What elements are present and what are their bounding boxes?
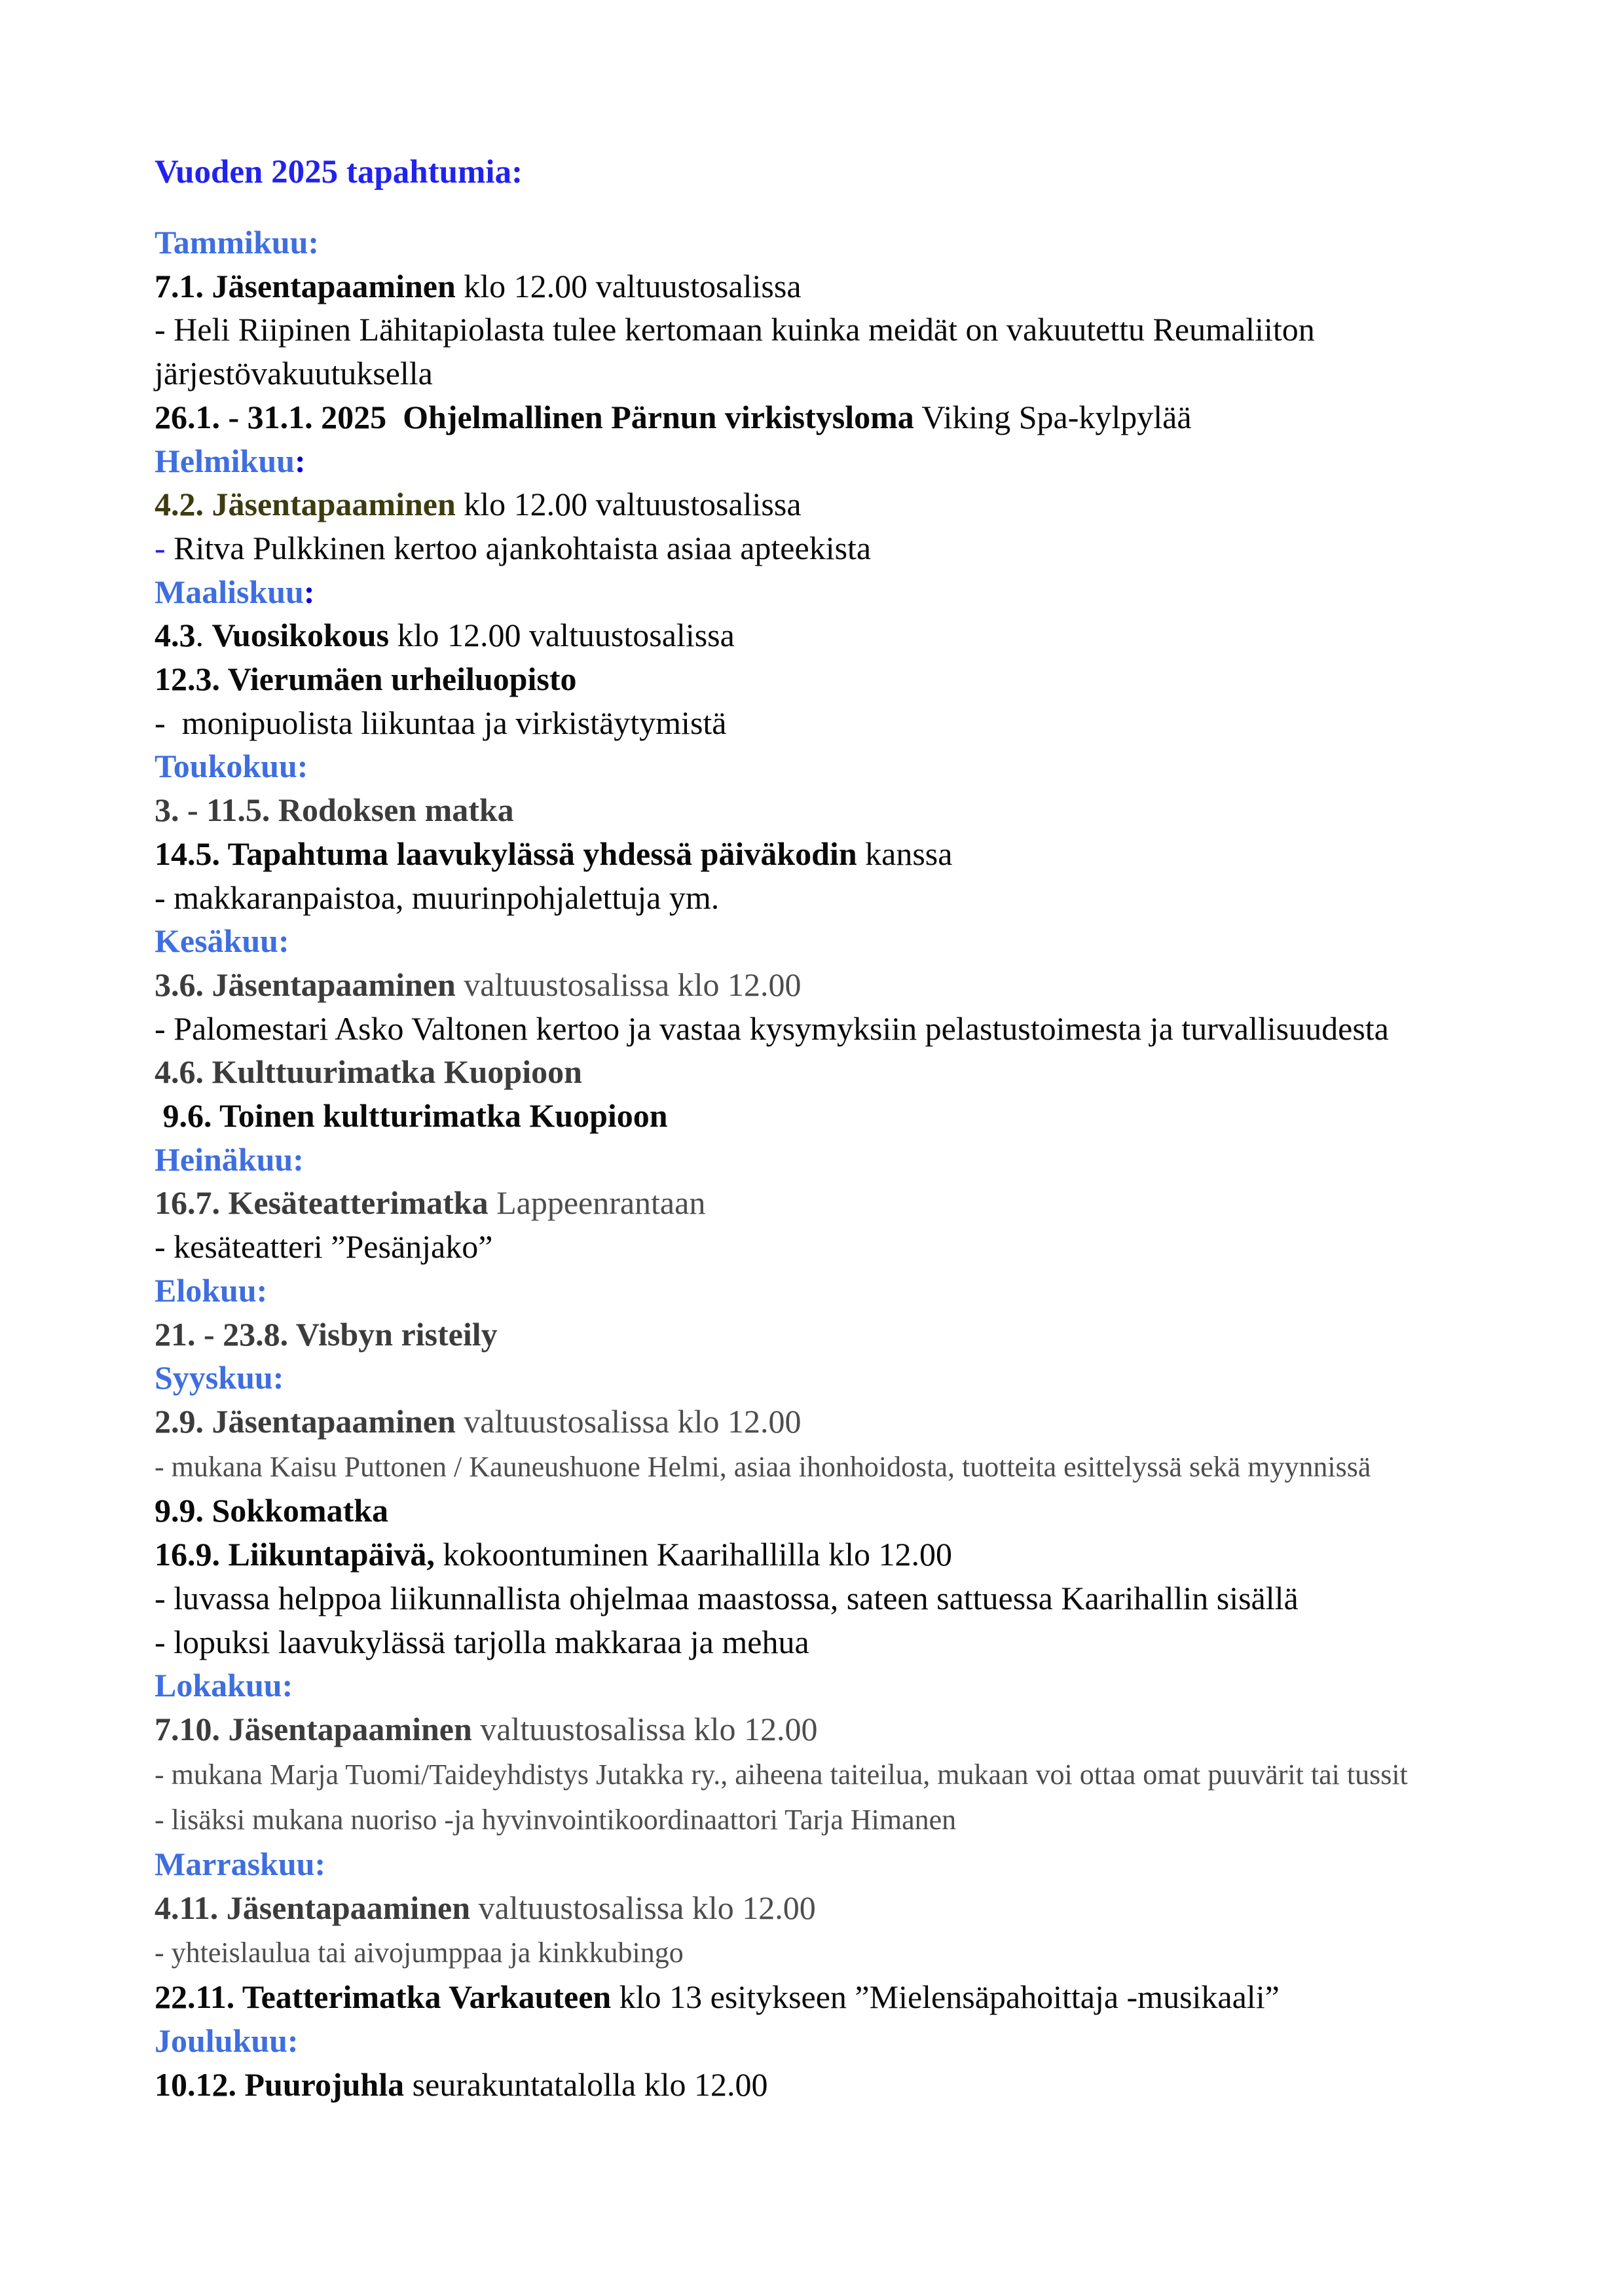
text-segment: Joulukuu:: [155, 2022, 299, 2059]
text-segment: - Heli Riipinen Lähitapiolasta tulee kertomaan kuinka meidät on vakuutettu Reumaliiton: [155, 311, 1315, 348]
text-segment: Marraskuu:: [155, 1846, 326, 1883]
detail-line: [155, 352, 1473, 395]
text-segment: 12.3. Vierumäen urheiluopisto: [155, 661, 577, 698]
text-segment: seurakuntatalolla klo 12.00: [404, 2066, 768, 2103]
event-line: [155, 264, 1473, 308]
text-segment: 7.1. Jäsentapaaminen: [155, 267, 456, 304]
event-line: [155, 788, 1473, 832]
event-line: [155, 1975, 1473, 2019]
text-segment: kanssa: [857, 835, 953, 872]
month-heading: [155, 221, 1473, 264]
month-heading: [155, 1269, 1473, 1313]
month-heading: [155, 744, 1473, 788]
text-segment: 26.1. - 31.1. 2025 Ohjelmallinen Pärnun virkistysloma: [155, 398, 914, 435]
month-heading: [155, 439, 1473, 483]
text-segment: - makkaranpaistoa, muurinpohjalettuja ym.: [155, 879, 720, 916]
detail-line: [155, 1929, 1473, 1975]
detail-line: [155, 1751, 1473, 1797]
text-segment: Heinäkuu:: [155, 1140, 304, 1178]
document-body: [155, 221, 1473, 2106]
text-segment: Toukokuu:: [155, 748, 308, 785]
text-segment: valtuustosalissa klo 12.00: [470, 1889, 816, 1926]
event-line: [155, 1313, 1473, 1357]
text-segment: Vuosikokous: [212, 617, 390, 654]
event-line: [155, 395, 1473, 439]
event-line: [155, 1533, 1473, 1576]
text-segment: - yhteislaulua tai aivojumppaa ja kinkkubingo: [155, 1937, 684, 1969]
detail-line: [155, 308, 1473, 352]
text-segment: 21. - 23.8. Visbyn risteily: [155, 1315, 498, 1353]
month-heading: [155, 1842, 1473, 1886]
text-segment: 4.6. Kulttuurimatka Kuopioon: [155, 1053, 582, 1091]
month-heading: [155, 1138, 1473, 1182]
event-line: [155, 2063, 1473, 2107]
text-segment: 4.11. Jäsentapaaminen: [155, 1889, 471, 1926]
text-segment: 7.10. Jäsentapaaminen: [155, 1710, 472, 1747]
month-heading: [155, 1356, 1473, 1400]
detail-line: [155, 1007, 1473, 1051]
text-segment: 3.6. Jäsentapaaminen: [155, 966, 456, 1003]
detail-line: [155, 1576, 1473, 1620]
detail-line: [155, 526, 1473, 570]
month-heading: [155, 919, 1473, 963]
text-segment: :: [294, 442, 306, 479]
text-segment: Maaliskuu: [155, 573, 304, 610]
text-segment: Syyskuu:: [155, 1359, 284, 1396]
event-line: [155, 657, 1473, 701]
text-segment: klo 12.00 valtuustosalissa: [455, 267, 802, 304]
detail-line: [155, 876, 1473, 920]
event-line: [155, 1094, 1473, 1138]
text-segment: 16.7. Kesäteatterimatka: [155, 1184, 489, 1222]
text-segment: klo 12.00 valtuustosalissa: [389, 617, 735, 654]
text-segment: - lopuksi laavukylässä tarjolla makkaraa ja mehua: [155, 1623, 809, 1660]
event-line: [155, 1886, 1473, 1930]
text-segment: .: [195, 617, 212, 654]
detail-line: [155, 701, 1473, 745]
text-segment: klo 13 esitykseen ”Mielensäpahoittaja -musikaali”: [611, 1978, 1280, 2016]
event-line: [155, 483, 1473, 526]
text-segment: 16.9. Liikuntapäivä,: [155, 1536, 435, 1573]
event-line: [155, 613, 1473, 657]
text-segment: Lappeenrantaan: [488, 1184, 706, 1222]
text-segment: Ritva Pulkkinen kertoo ajankohtaista asiaa apteekista: [174, 529, 872, 566]
text-segment: - mukana Kaisu Puttonen / Kauneushuone Helmi, asiaa ihonhoidosta, tuotteita esittelyssä sekä myynnissä: [155, 1450, 1371, 1483]
month-heading: [155, 1664, 1473, 1707]
text-segment: Tammikuu:: [155, 224, 320, 261]
text-segment: Viking Spa-kylpylää: [913, 398, 1192, 435]
text-segment: järjestövakuutuksella: [155, 355, 433, 392]
text-segment: 22.11. Teatterimatka Varkauteen: [155, 1978, 612, 2016]
text-segment: 4.3: [155, 617, 196, 654]
detail-line: [155, 1225, 1473, 1269]
event-line: [155, 1489, 1473, 1533]
text-segment: Helmikuu: [155, 442, 295, 479]
text-segment: valtuustosalissa klo 12.00: [455, 1402, 802, 1440]
text-segment: kokoontuminen Kaarihallilla klo 12.00: [434, 1536, 953, 1573]
month-heading: [155, 2019, 1473, 2063]
event-line: [155, 963, 1473, 1007]
text-segment: - monipuolista liikuntaa ja virkistäytymistä: [155, 704, 727, 741]
detail-line: [155, 1796, 1473, 1842]
text-segment: 4.2. Jäsentapaaminen: [155, 486, 456, 523]
event-line: [155, 1400, 1473, 1444]
text-segment: 2.9. Jäsentapaaminen: [155, 1402, 456, 1440]
event-line: [155, 1050, 1473, 1094]
text-segment: 9.9. Sokkomatka: [155, 1492, 389, 1529]
text-segment: 14.5. Tapahtuma laavukylässä yhdessä päiväkodin: [155, 835, 857, 872]
text-segment: klo 12.00 valtuustosalissa: [455, 486, 802, 523]
event-line: [155, 1181, 1473, 1225]
text-segment: - Palomestari Asko Valtonen kertoo ja vastaa kysymyksiin pelastustoimesta ja turvallisuudesta: [155, 1010, 1389, 1047]
text-segment: valtuustosalissa klo 12.00: [455, 966, 802, 1003]
month-heading: [155, 570, 1473, 614]
detail-line: [155, 1620, 1473, 1664]
text-segment: - luvassa helppoa liikunnallista ohjelmaa maastossa, sateen sattuessa Kaarihallin sisällä: [155, 1579, 1299, 1616]
text-segment: 3. - 11.5. Rodoksen matka: [155, 792, 514, 829]
text-segment: 9.6. Toinen kultturimatka Kuopioon: [155, 1097, 668, 1135]
text-segment: valtuustosalissa klo 12.00: [471, 1710, 818, 1747]
text-segment: -: [155, 529, 174, 566]
event-line: [155, 1707, 1473, 1751]
text-segment: :: [303, 573, 315, 610]
text-segment: Kesäkuu:: [155, 922, 289, 960]
text-segment: - lisäksi mukana nuoriso -ja hyvinvointikoordinaattori Tarja Himanen: [155, 1804, 957, 1836]
text-segment: Lokakuu:: [155, 1667, 293, 1704]
text-segment: 10.12. Puurojuhla: [155, 2066, 405, 2103]
document-title: Vuoden 2025 tapahtumia:: [155, 154, 523, 191]
event-line: [155, 832, 1473, 876]
text-segment: Elokuu:: [155, 1271, 268, 1309]
text-segment: - mukana Marja Tuomi/Taideyhdistys Jutakka ry., aiheena taiteilua, mukaan voi ottaa omat puuvärit tai tussit: [155, 1758, 1408, 1791]
detail-line: [155, 1444, 1473, 1489]
text-segment: - kesäteatteri ”Pesänjako”: [155, 1228, 493, 1266]
